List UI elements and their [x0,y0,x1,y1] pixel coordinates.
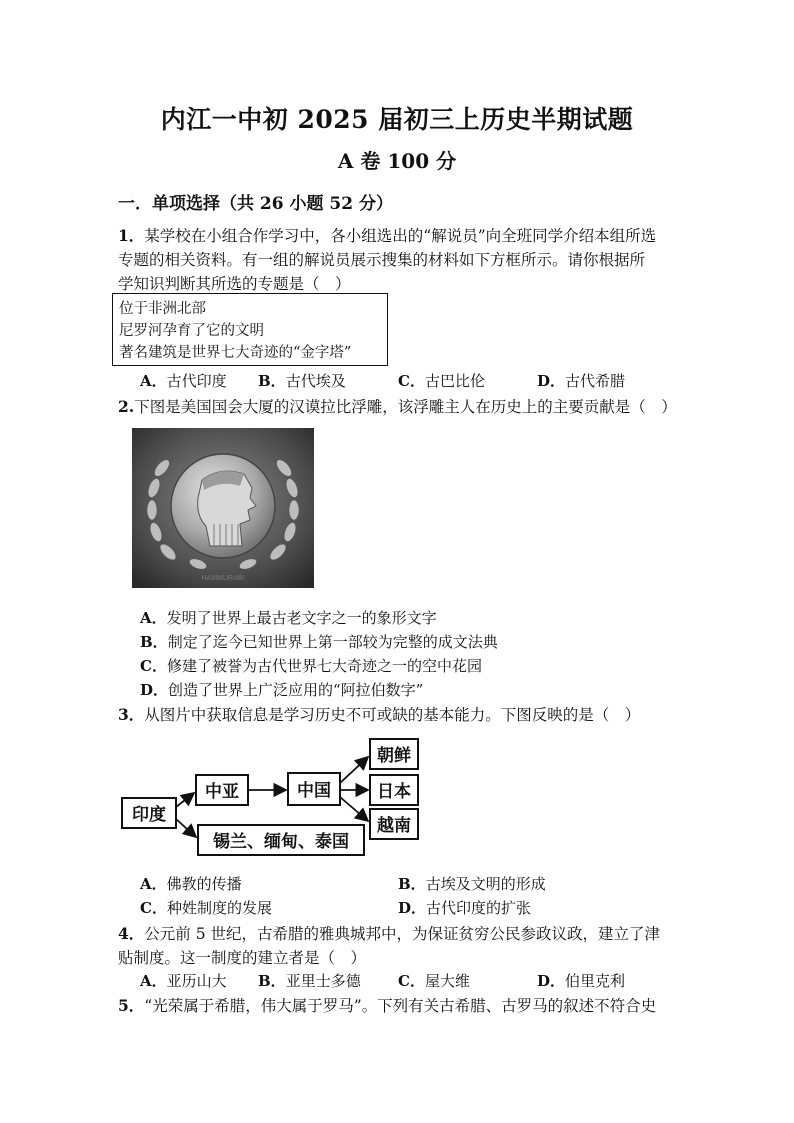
label-southeast-asia: 锡兰、缅甸、泰国 [213,832,349,852]
option-c[interactable]: C．屋大维 [398,972,470,990]
question-2-line-1: 2.下图是美国国会大厦的汉谟拉比浮雕，该浮雕主人在历史上的主要贡献是（ ） [118,397,677,416]
option-d[interactable]: D．古代印度的扩张 [398,899,532,917]
option-a[interactable]: A．发明了世界上最古老文字之一的象形文字 [140,609,437,627]
question-5-line-1: 5．“光荣属于希腊，伟大属于罗马”。下列有关古希腊、古罗马的叙述不符合史 [118,996,657,1015]
option-b[interactable]: B．亚里士多德 [258,972,361,990]
label-vietnam: 越南 [377,816,411,836]
option-a[interactable]: A．古代印度 [140,372,227,390]
material-box-line: 尼罗河孕育了它的文明 [119,323,264,339]
question-1-line-3: 学知识判断其所选的专题是（ ） [118,275,351,293]
material-box-line: 位于非洲北部 [119,301,206,317]
material-box [112,293,388,366]
question-number: 4． [118,924,145,943]
material-box-line: 著名建筑是世界七大奇迹的“金字塔” [119,345,352,361]
hammurabi-relief-image [132,428,314,588]
question-1-line-2: 专题的相关资料。有一组的解说员展示搜集的材料如下方框所示。请你根据所 [118,251,646,269]
page-title: 内江一中初 2025 届初三上历史半期试题 [160,105,634,134]
buddhism-spread-diagram [118,735,428,860]
option-c[interactable]: C．古巴比伦 [398,372,485,390]
option-c[interactable]: C．修建了被誉为古代世界七大奇迹之一的空中花园 [140,657,482,675]
option-b[interactable]: B．古埃及文明的形成 [398,875,546,893]
option-a[interactable]: A．亚历山大 [140,972,227,990]
question-3-line-1: 3．从图片中获取信息是学习历史不可或缺的基本能力。下图反映的是（ ） [118,705,641,724]
page-subtitle: A 卷 100 分 [337,149,457,173]
label-china: 中国 [297,781,331,801]
option-b[interactable]: B．古代埃及 [258,372,346,390]
question-4-line-2: 贴制度。这一制度的建立者是（ ） [118,949,367,967]
question-number: 5． [118,996,145,1015]
question-number: 2. [118,397,135,416]
option-d[interactable]: D．伯里克利 [537,972,626,990]
label-central-asia: 中亚 [205,782,239,802]
relief-caption: HAMMURABI [201,575,245,582]
option-d[interactable]: D．古代希腊 [537,372,626,390]
label-korea: 朝鲜 [377,746,411,766]
label-india: 印度 [132,805,166,825]
option-d[interactable]: D．创造了世界上广泛应用的“阿拉伯数字” [140,681,424,699]
option-a[interactable]: A．佛教的传播 [140,875,242,893]
option-c[interactable]: C．种姓制度的发展 [140,899,272,917]
question-4-line-1: 4．公元前 5 世纪，古希腊的雅典城邦中，为保证贫穷公民参政议政，建立了津 [118,924,661,943]
question-number: 1． [118,226,145,245]
option-b[interactable]: B．制定了迄今已知世界上第一部较为完整的成文法典 [140,633,498,651]
section-heading: 一．单项选择（共 26 小题 52 分） [118,194,393,214]
question-number: 3． [118,705,145,724]
label-japan: 日本 [377,782,411,802]
question-1-line-1: 1．某学校在小组合作学习中，各小组选出的“解说员”向全班同学介绍本组所选 [118,226,657,245]
